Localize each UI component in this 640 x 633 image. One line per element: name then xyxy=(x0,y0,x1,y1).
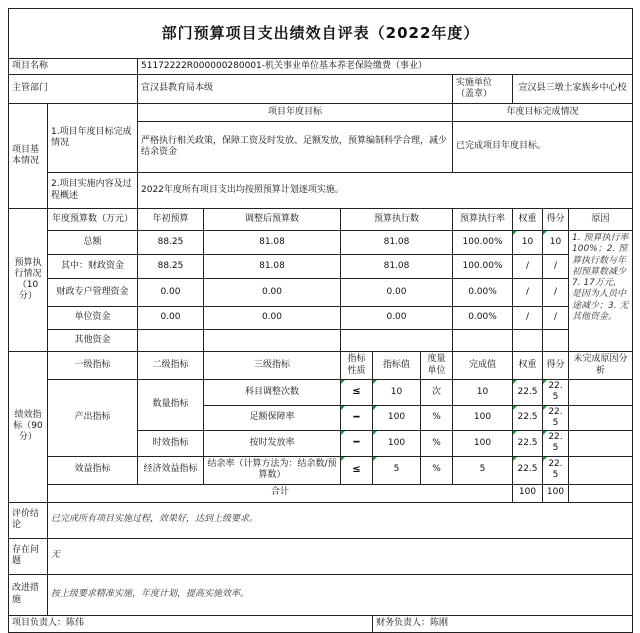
perf-row-unit: % xyxy=(421,456,453,484)
budget-row-weight: 10 xyxy=(513,231,543,255)
budget-row-name: 单位资金 xyxy=(48,307,138,330)
perf-header-unit: 度量单位 xyxy=(421,352,453,380)
goal-completion-text: 已完成项目年度目标。 xyxy=(453,122,633,173)
perf-row-score: 22.5 xyxy=(543,380,569,406)
perf-row-nature: ━ xyxy=(341,431,373,457)
perf-row-score: 22.5 xyxy=(543,431,569,457)
budget-row-adjusted: 81.08 xyxy=(204,231,341,255)
perf-row-target: 5 xyxy=(373,456,421,484)
budget-row-rate: 0.00% xyxy=(453,279,513,307)
department-label: 主管部门 xyxy=(9,75,138,104)
project-name-label: 项目名称 xyxy=(9,59,138,75)
finance-lead: 财务负责人：陈刚 xyxy=(373,615,633,632)
annual-goal-text: 严格执行相关政策，保障工资及时发放、足额发放，预算编制科学合理，减少结余资金 xyxy=(138,122,453,173)
perf-row-name: 科目调整次数 xyxy=(204,380,341,406)
implementing-unit-value: 宣汉县三墩土家族乡中心校 xyxy=(513,75,633,104)
budget-row-executed: 0.00 xyxy=(341,307,453,330)
perf-header-reason: 未完成原因分析 xyxy=(569,352,633,380)
perf-header-score: 得分 xyxy=(543,352,569,380)
perf-row-nature: ≤ xyxy=(341,456,373,484)
budget-row-rate: 0.00% xyxy=(453,307,513,330)
budget-row-score: / xyxy=(543,307,569,330)
economic-benefit-label: 经济效益指标 xyxy=(138,456,204,484)
project-name-value: 51172222R000000280001-机关事业单位基本养老保险缴费（事业） xyxy=(138,59,633,75)
budget-row-weight: / xyxy=(513,279,543,307)
conclusion-text: 已完成所有项目实施过程，效果好，达到上级要求。 xyxy=(48,502,633,538)
perf-header-weight: 权重 xyxy=(513,352,543,380)
budget-row-name: 总额 xyxy=(48,231,138,255)
budget-row-executed: 81.08 xyxy=(341,231,453,255)
budget-row-executed: 0.00 xyxy=(341,279,453,307)
perf-header-level1: 一级指标 xyxy=(48,352,138,380)
budget-row-executed xyxy=(341,330,453,352)
budget-header-rate: 预算执行率 xyxy=(453,209,513,231)
basic-info-label: 项目基本情况 xyxy=(9,104,48,209)
goal-completion-header: 年度目标完成情况 xyxy=(453,104,633,122)
problems-text: 无 xyxy=(48,538,633,574)
total-label: 合计 xyxy=(48,484,513,502)
budget-row-name: 财政专户管理资金 xyxy=(48,279,138,307)
perf-row-target: 100 xyxy=(373,405,421,431)
budget-row-executed: 81.08 xyxy=(341,255,453,279)
perf-header-nature: 指标性质 xyxy=(341,352,373,380)
budget-header-score: 得分 xyxy=(543,209,569,231)
self-evaluation-form xyxy=(8,8,633,633)
annual-goal-item-label: 1.项目年度目标完成情况 xyxy=(48,104,138,173)
perf-row-actual: 100 xyxy=(453,431,513,457)
implementation-overview-label: 2.项目实施内容及过程概述 xyxy=(48,173,138,209)
budget-header-executed: 预算执行数 xyxy=(341,209,453,231)
perf-row-actual: 5 xyxy=(453,456,513,484)
budget-row-score: 10 xyxy=(543,231,569,255)
perf-header-actual: 完成值 xyxy=(453,352,513,380)
budget-header-initial: 年初预算 xyxy=(138,209,204,231)
improvements-label: 改进措施 xyxy=(9,574,48,615)
budget-row-initial: 88.25 xyxy=(138,231,204,255)
budget-row-score: / xyxy=(543,279,569,307)
budget-reason-cell xyxy=(569,231,633,352)
perf-header-level2: 二级指标 xyxy=(138,352,204,380)
budget-reason-text: 1. 预算执行率100%；2. 预算执行数与年初预算数减少7. 17万元，是因为人员中途减少；3. 无其他资金。 xyxy=(572,233,629,322)
budget-row-adjusted: 0.00 xyxy=(204,307,341,330)
perf-row-name: 按时发放率 xyxy=(204,431,341,457)
perf-row-weight: 22.5 xyxy=(513,456,543,484)
perf-row-nature: ━ xyxy=(341,405,373,431)
implementing-unit-label: 实施单位（盖章） xyxy=(453,75,513,104)
timeliness-indicator-label: 时效指标 xyxy=(138,431,204,457)
perf-row-actual: 10 xyxy=(453,380,513,406)
perf-row-actual: 100 xyxy=(453,405,513,431)
budget-row-initial xyxy=(138,330,204,352)
budget-header-weight: 权重 xyxy=(513,209,543,231)
perf-row-weight: 22.5 xyxy=(513,405,543,431)
perf-row-reason xyxy=(569,431,633,457)
problems-label: 存在问题 xyxy=(9,538,48,574)
budget-row-adjusted xyxy=(204,330,341,352)
budget-row-initial: 0.00 xyxy=(138,279,204,307)
budget-row-initial: 0.00 xyxy=(138,307,204,330)
perf-row-nature: ≤ xyxy=(341,380,373,406)
perf-row-unit: 次 xyxy=(421,380,453,406)
budget-row-rate xyxy=(453,330,513,352)
budget-row-rate: 100.00% xyxy=(453,255,513,279)
performance-section-label: 绩效指标（90分） xyxy=(9,352,48,503)
budget-row-weight: / xyxy=(513,255,543,279)
perf-row-weight: 22.5 xyxy=(513,431,543,457)
total-weight: 100 xyxy=(513,484,543,502)
output-indicator-label: 产出指标 xyxy=(48,380,138,457)
perf-row-name: 结余率（计算方法为：结余数/预算数） xyxy=(204,456,341,484)
conclusion-label: 评价结论 xyxy=(9,502,48,538)
budget-row-weight: / xyxy=(513,307,543,330)
improvements-text: 按上级要求精准实施，年度计划，提高实施效率。 xyxy=(48,574,633,615)
annual-goal-header: 项目年度目标 xyxy=(138,104,453,122)
form-title: 部门预算项目支出绩效自评表（2022年度） xyxy=(9,9,633,59)
project-lead: 项目负责人：陈伟 xyxy=(9,615,373,632)
budget-row-score: / xyxy=(543,255,569,279)
perf-row-reason xyxy=(569,380,633,406)
total-reason xyxy=(569,484,633,502)
perf-row-unit: % xyxy=(421,405,453,431)
perf-row-reason xyxy=(569,456,633,484)
implementation-overview-text: 2022年度所有项目支出均按照预算计划逐项实施。 xyxy=(138,173,633,209)
budget-section-label: 预算执行情况（10分） xyxy=(9,209,48,352)
budget-row-name: 其他资金 xyxy=(48,330,138,352)
perf-row-weight: 22.5 xyxy=(513,380,543,406)
perf-row-reason xyxy=(569,405,633,431)
budget-header-reason: 原因 xyxy=(569,209,633,231)
perf-header-target: 指标值 xyxy=(373,352,421,380)
budget-row-initial: 88.25 xyxy=(138,255,204,279)
perf-row-score: 22.5 xyxy=(543,405,569,431)
budget-row-name: 其中：财政资金 xyxy=(48,255,138,279)
budget-header-annual: 年度预算数（万元） xyxy=(48,209,138,231)
department-value: 宣汉县教育局本级 xyxy=(138,75,453,104)
budget-row-score xyxy=(543,330,569,352)
perf-header-level3: 三级指标 xyxy=(204,352,341,380)
quantity-indicator-label: 数量指标 xyxy=(138,380,204,431)
budget-row-adjusted: 0.00 xyxy=(204,279,341,307)
perf-row-name: 足额保障率 xyxy=(204,405,341,431)
benefit-indicator-label: 效益指标 xyxy=(48,456,138,484)
budget-header-adjusted: 调整后预算数 xyxy=(204,209,341,231)
budget-row-adjusted: 81.08 xyxy=(204,255,341,279)
budget-row-weight xyxy=(513,330,543,352)
budget-row-rate: 100.00% xyxy=(453,231,513,255)
perf-row-score: 22.5 xyxy=(543,456,569,484)
total-score: 100 xyxy=(543,484,569,502)
perf-row-unit: % xyxy=(421,431,453,457)
perf-row-target: 100 xyxy=(373,431,421,457)
perf-row-target: 10 xyxy=(373,380,421,406)
